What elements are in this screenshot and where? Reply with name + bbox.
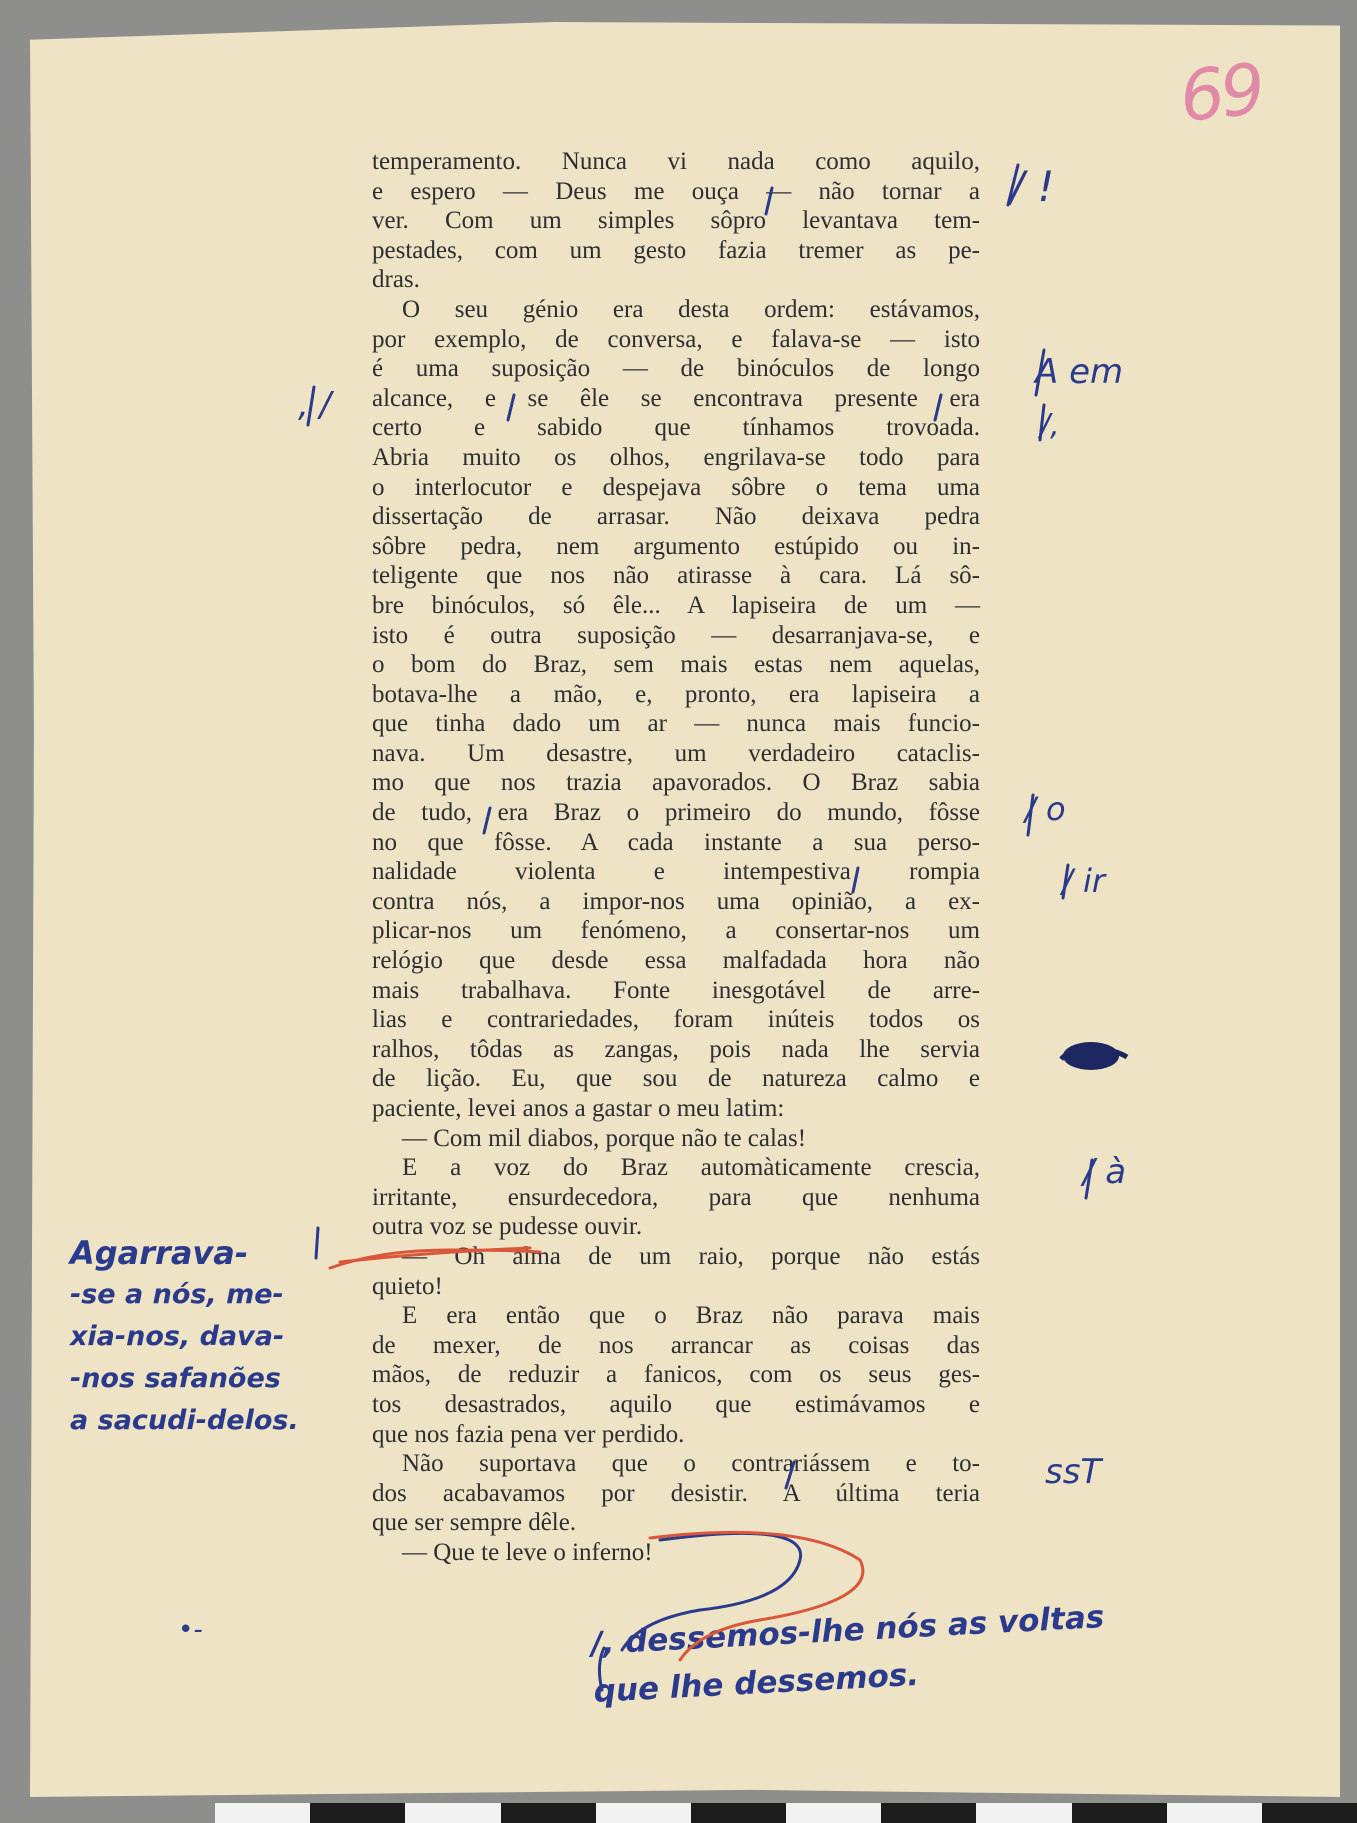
- margin-note-o: / o: [1025, 790, 1066, 828]
- scale-segment: [1072, 1803, 1167, 1823]
- text-line: quieto!: [372, 1272, 443, 1300]
- caret-mark: [1063, 865, 1068, 898]
- text-line: mais trabalhava. Fonte inesgotável de arre-: [372, 976, 980, 1004]
- text-line: isto é outra suposição — desarranjava-se, e: [372, 621, 980, 649]
- text-line: é uma suposição — de binóculos de longo: [372, 355, 980, 383]
- caret-mark: [1040, 405, 1044, 440]
- caret-mark: [786, 1462, 794, 1488]
- text-line: sôbre pedra, nem argumento estúpido ou in-: [372, 532, 980, 560]
- margin-note-exclaim: / !: [1010, 162, 1055, 211]
- caret-mark: [316, 1228, 318, 1258]
- text-line: no que fôsse. A cada instante a sua perso-: [372, 828, 980, 856]
- text-line: dissertação de arrasar. Não deixava pedra: [372, 503, 980, 531]
- text-line: tos desastrados, aquilo que estimávamos e: [372, 1390, 980, 1418]
- text-line: Abria muito os olhos, engrilava-se todo para: [372, 443, 980, 471]
- caret-mark: [484, 808, 490, 833]
- text-line: de tudo, era Braz o primeiro do mundo, fôsse: [372, 799, 980, 827]
- bracket-mark: [599, 1648, 604, 1690]
- insert-line: -nos safanões: [70, 1363, 281, 1394]
- text-line: O seu génio era desta ordem: estávamos,: [402, 295, 980, 323]
- text-line: E era então que o Braz não parava mais: [402, 1302, 980, 1330]
- text-line: relógio que desde essa malfadada hora não: [372, 947, 980, 975]
- margin-note-comma: /,: [1040, 408, 1060, 443]
- scale-segment: [786, 1803, 881, 1823]
- margin-note-transpose: ssT: [1045, 1452, 1102, 1492]
- text-line: ver. Com um simples sôpro levantava tem-: [372, 207, 980, 235]
- text-line: botava-lhe a mão, e, pronto, era lapiseira a: [372, 680, 980, 708]
- text-line: nava. Um desastre, um verdadeiro cataclis-: [372, 739, 980, 767]
- scale-segment: [691, 1803, 786, 1823]
- guide-line: [622, 1533, 801, 1650]
- text-line: que ser sempre dêle.: [372, 1509, 577, 1537]
- scale-segment: [215, 1803, 310, 1823]
- text-line: por exemplo, de conversa, e falava-se — isto: [372, 325, 980, 353]
- text-line: dras.: [372, 266, 420, 294]
- text-line: o bom do Braz, sem mais estas nem aquelas,: [372, 651, 980, 679]
- text-line: alcance, e se êle se encontrava presente era: [372, 384, 980, 412]
- text-line: teligente que nos não atirasse à cara. Lá sô-: [372, 562, 980, 590]
- text-line: — Com mil diabos, porque não te calas!: [402, 1124, 807, 1152]
- text-line: Não suportava que o contrariássem e to-: [402, 1450, 980, 1478]
- scale-segment: [881, 1803, 976, 1823]
- caret-mark: [1086, 1160, 1092, 1198]
- caret-mark: [935, 395, 941, 420]
- text-line: dos acabavamos por desistir. A última teria: [372, 1479, 980, 1507]
- caret-mark: [1008, 165, 1018, 205]
- scale-segment: [1167, 1803, 1262, 1823]
- text-line: de mexer, de nos arrancar as coisas das: [372, 1331, 980, 1359]
- insert-line: -se a nós, me-: [70, 1279, 284, 1310]
- insert-line: xia-nos, dava-: [70, 1321, 285, 1352]
- scale-segment: [310, 1803, 405, 1823]
- insert-line: Agarrava-: [70, 1234, 249, 1272]
- insert-line: /, dessemos-lhe nós as voltas: [590, 1599, 1106, 1662]
- scale-segment: [1262, 1803, 1357, 1823]
- text-line: bre binóculos, só êle... A lapiseira de um —: [372, 591, 980, 619]
- text-line: nalidade violenta e intempestiva rompia: [372, 858, 980, 886]
- margin-note-left-mark: , /: [298, 385, 332, 425]
- scale-segment: [596, 1803, 691, 1823]
- insert-line: a sacudi-delos.: [70, 1405, 299, 1436]
- text-line: o interlocutor e despejava sôbre o tema uma: [372, 473, 980, 501]
- margin-note-a-grave: / à: [1083, 1152, 1127, 1192]
- caret-mark: [508, 395, 514, 420]
- text-line: ralhos, tôdas as zangas, pois nada lhe servia: [372, 1035, 980, 1063]
- text-line: e espero — Deus me ouça — não tornar a: [372, 177, 980, 205]
- text-line: E a voz do Braz automàticamente crescia,: [402, 1154, 980, 1182]
- text-line: de lição. Eu, que sou de natureza calmo e: [372, 1065, 980, 1093]
- caret-mark: [766, 188, 772, 214]
- text-line: certo e sabido que tínhamos trovoada.: [372, 414, 980, 442]
- text-line: que tinha dado um ar — nunca mais funcio-: [372, 710, 980, 738]
- margin-note-dot: •-: [178, 1615, 203, 1645]
- text-line: outra voz se pudesse ouvir.: [372, 1213, 643, 1241]
- scale-segment: [405, 1803, 500, 1823]
- scale-segment: [976, 1803, 1071, 1823]
- text-line: lias e contrariedades, foram inúteis todos os: [372, 1006, 980, 1034]
- insert-line: que lhe dessemos.: [592, 1656, 920, 1710]
- text-line: que nos fazia pena ver perdido.: [372, 1420, 685, 1448]
- page-number: 69: [1175, 47, 1266, 139]
- text-line: mo que nos trazia apavorados. O Braz sabia: [372, 769, 980, 797]
- text-line: — Oh alma de um raio, porque não estás: [402, 1242, 980, 1270]
- margin-note-ir: / ir: [1062, 862, 1105, 900]
- text-line: — Que te leve o inferno!: [402, 1538, 653, 1566]
- red-pencil-arrow: [650, 1532, 863, 1660]
- text-line: contra nós, a impor-nos uma opinião, a ex-: [372, 887, 980, 915]
- margin-note-a-em: A em: [1035, 352, 1124, 392]
- caret-mark: [1028, 795, 1033, 835]
- scale-segment: [501, 1803, 596, 1823]
- caret-mark: [853, 868, 858, 892]
- text-line: temperamento. Nunca vi nada como aquilo,: [372, 148, 980, 175]
- text-line: irritante, ensurdecedora, para que nenhuma: [372, 1183, 980, 1211]
- caret-mark: [308, 387, 314, 425]
- caret-mark: [1036, 350, 1044, 395]
- text-line: pestades, com um gesto fazia tremer as pe-: [372, 236, 980, 264]
- text-line: mãos, de reduzir a fanicos, com os seus ges-: [372, 1361, 980, 1389]
- scale-bar: [215, 1803, 1357, 1823]
- text-line: plicar-nos um fenómeno, a consertar-nos um: [372, 917, 980, 945]
- text-line: paciente, levei anos a gastar o meu latim:: [372, 1095, 785, 1122]
